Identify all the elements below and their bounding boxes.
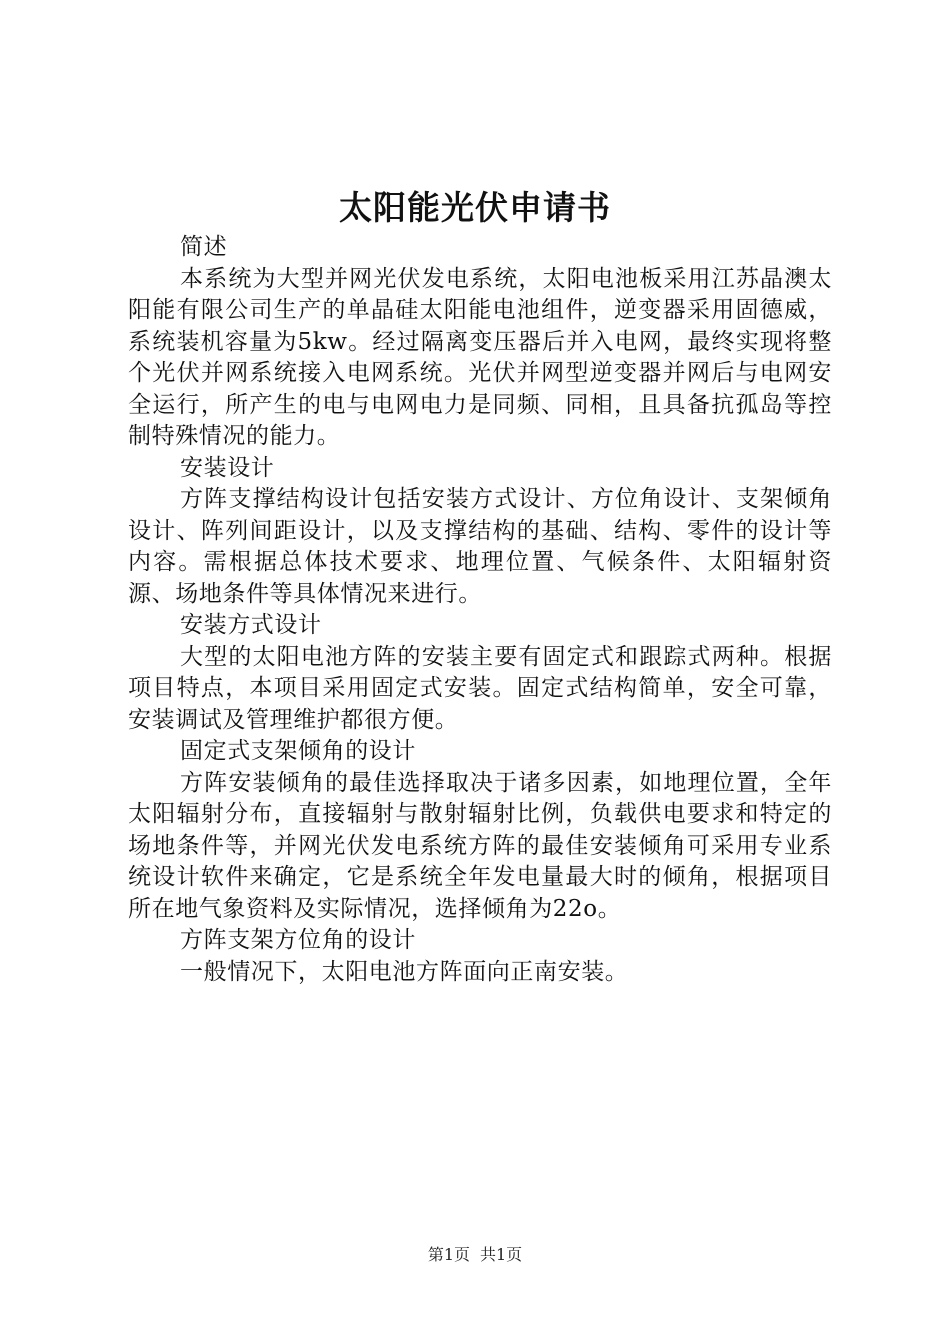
section-heading: 方阵支架方位角的设计 [180,927,416,953]
section-heading: 安装设计 [180,454,275,481]
section-paragraph: 方阵安装倾角的最佳选择取决于诸多因素，如地理位置，全年太阳辐射分布，直接辐射与散射辐射比例，负载供电要求和特定的场地条件等，并网光伏发电系统方阵的最佳安装倾角可采用专业系统设计软件来确定，它是系统全年发电量最大时的倾角，根据项目所在地气象资料及实际情况，选择倾角为22o。 [128,769,832,922]
section-paragraph: 方阵支撑结构设计包括安装方式设计、方位角设计、支架倾角设计、阵列间距设计，以及支撑结构的基础、结构、零件的设计等内容。需根据总体技术要求、地理位置、气候条件、太阳辐射资源、场地条件等具体情况来进行。 [128,486,832,607]
page-footer [0,1243,950,1267]
page-number-current: 第1页 [427,1245,470,1264]
document-body [128,232,832,988]
section-paragraph: 本系统为大型并网光伏发电系统，太阳电池板采用江苏晶澳太阳能有限公司生产的单晶硅太阳能电池组件，逆变器采用固德威，系统装机容量为5kw。经过隔离变压器后并入电网，最终实现将整个光伏并网系统接入电网系统。光伏并网型逆变器并网后与电网安全运行，所产生的电与电网电力是同频、同相，且具备抗孤岛等控制特殊情况的能力。 [128,265,832,449]
section-heading: 简述 [180,234,228,260]
section-heading: 安装方式设计 [180,612,322,638]
section-paragraph: 一般情况下，太阳电池方阵面向正南安装。 [180,958,629,985]
section-heading: 固定式支架倾角的设计 [180,738,416,764]
section-paragraph: 大型的太阳电池方阵的安装主要有固定式和跟踪式两种。根据项目特点，本项目采用固定式安装。固定式结构简单，安全可靠，安装调试及管理维护都很方便。 [128,643,832,733]
page-number-total: 共1页 [480,1245,523,1264]
document-title: 太阳能光伏申请书 [339,188,611,227]
